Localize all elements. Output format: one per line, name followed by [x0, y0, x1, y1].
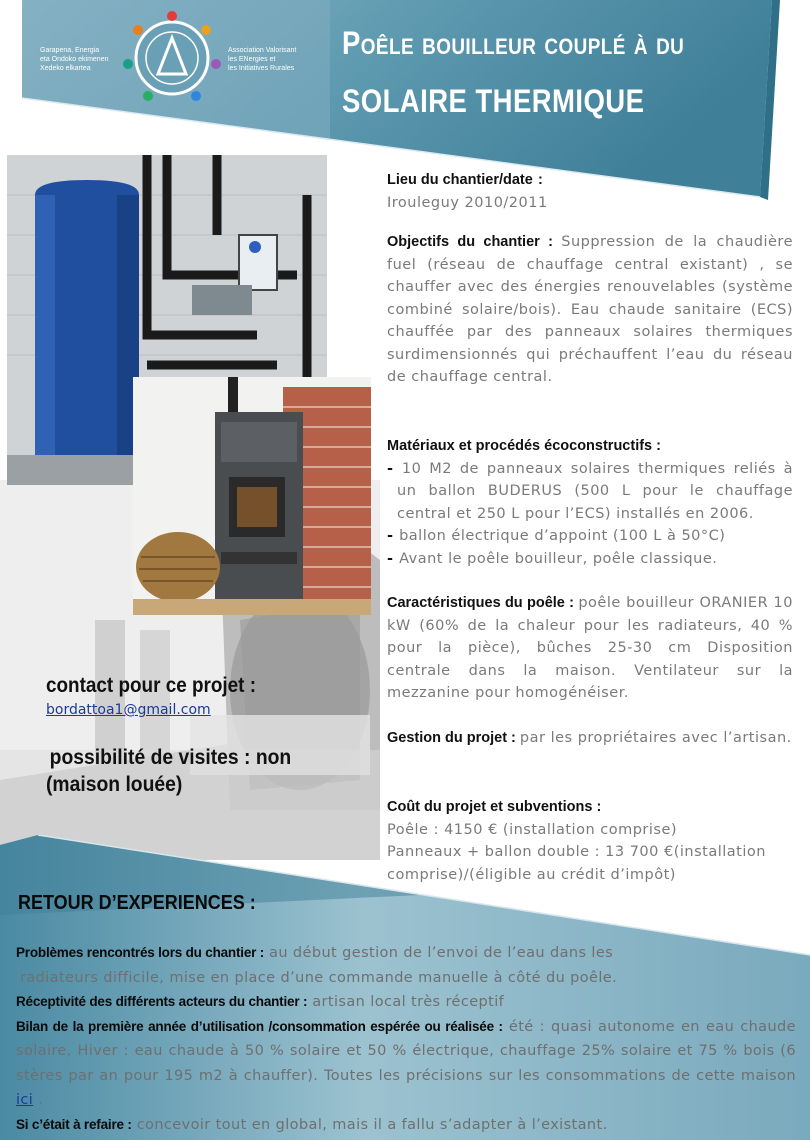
refaire-label: Si c’était à refaire :: [16, 1116, 132, 1132]
logo-ring-icon: [122, 8, 222, 103]
materiaux-list: [387, 458, 793, 571]
caracteristiques-colon: :: [564, 595, 579, 611]
visits-line-2: (maison louée): [46, 773, 183, 796]
caracteristiques-label: Caractéristiques du poêle: [387, 595, 565, 611]
materiaux-section: [387, 435, 793, 570]
logo-right-text: [228, 46, 296, 73]
gestion-colon: :: [507, 730, 520, 746]
page-title: [342, 14, 720, 130]
objectifs-label: Objectifs du chantier: [387, 234, 540, 250]
cout-label: Coût du projet et subventions :: [387, 799, 602, 815]
logo-right-line: les ENergies et: [228, 56, 276, 63]
gestion-section: [387, 727, 793, 750]
problemes-text-2: radiateurs difficile, mise en place d’une commande manuelle à côté du poêle.: [20, 969, 618, 986]
materiaux-colon: :: [652, 438, 661, 454]
lieu-section: [387, 169, 793, 214]
materiaux-item-text: 10 M2 de panneaux solaires thermiques reliés à un ballon BUDERUS (500 L pour le chauffage central et 250 L pour l’ECS) installés en 2006.: [397, 460, 793, 522]
materiaux-item-text: ballon électrique d’appoint (100 L à 50°C): [399, 528, 726, 544]
list-item: - Avant le poêle bouilleur, poêle classique.: [387, 550, 718, 567]
logo-right-line: les Initiatives Rurales: [228, 65, 295, 72]
objectifs-section: [387, 231, 793, 389]
list-item: - ballon électrique d’appoint (100 L à 50°C): [387, 528, 726, 544]
lieu-value: Irouleguy 2010/2011: [387, 194, 548, 211]
objectifs-colon: :: [539, 234, 562, 250]
bilan-row: Bilan de la première année d’utilisation /consommation espérée ou réalisée : été : quasi autonome en eau chaude solaire, Hiver : eau chaude à 50 % solaire et 50 % électrique, chauffage 25% solaire et 75 % bois (6 stères par an pour 195 m2 à chauffer). Toutes les précisions sur les consommations de cette maison ici .: [16, 1018, 796, 1108]
title-line-2: SOLAIRE THERMIQUE: [342, 83, 645, 119]
title-line-1: Poêle bouilleur couplé à du: [342, 25, 685, 61]
logo-left-line: Xedeko elkartea: [40, 65, 91, 72]
logo-right-line: Association Valorisant: [228, 47, 297, 54]
retour-title: RETOUR D’EXPERIENCES :: [18, 892, 256, 914]
lieu-colon: :: [537, 172, 543, 188]
receptivite-text: artisan local très réceptif: [312, 994, 505, 1010]
gestion-text: par les propriétaires avec l’artisan.: [519, 730, 792, 746]
materiaux-item-text: Avant le poêle bouilleur, poêle classique.: [399, 550, 718, 567]
problemes-text-1: au début gestion de l’envoi de l’eau dans les: [269, 945, 614, 961]
refaire-text: concevoir tout en global, mais il a fallu s’adapter à l’existant.: [136, 1116, 608, 1133]
problemes-row-2: [16, 966, 796, 991]
contact-email-link[interactable]: bordattoa1@gmail.com: [46, 702, 211, 718]
list-item: - 10 M2 de panneaux solaires thermiques reliés à un ballon BUDERUS (500 L pour le chauffage central et 250 L pour l’ECS) installés en 2006.: [387, 460, 793, 522]
logo-left-text: [40, 46, 109, 73]
caracteristiques-text: poêle bouilleur ORANIER 10 kW (60% de la chaleur pour les radiateurs, 40 % pour la pièce), bûches 25-30 cm Disposition centrale dans la maison. Ventilateur sur la mezzanine pour homogénéiser.: [387, 595, 794, 701]
contact-title: contact pour ce projet :: [46, 674, 257, 697]
problemes-label: Problèmes rencontrés lors du chantier :: [16, 945, 265, 960]
bilan-label: Bilan de la première année d’utilisation /consommation espérée ou réalisée :: [16, 1018, 503, 1034]
gestion-label: Gestion du projet: [387, 730, 508, 746]
logo: [40, 8, 320, 103]
objectifs-text: Suppression de la chaudière fuel (réseau de chauffage central existant) , se chauffer avec des énergies renouvelables (système combiné solaire/bois). Eau chaude sanitaire (ECS) chauffée par des panneaux solaires thermiques surdimensionnés qui préchauffent l’eau du réseau de chauffage central.: [387, 234, 793, 385]
logo-left-line: eta Ondoko ekimenen: [40, 56, 109, 63]
receptivite-label: Réceptivité des différents acteurs du chantier :: [16, 994, 308, 1009]
stove-photo: [133, 377, 371, 615]
cout-line-1: Poêle : 4150 € (installation comprise): [387, 821, 678, 838]
logo-left-line: Garapena, Energia: [40, 47, 100, 54]
retour-section: [16, 941, 796, 1137]
materiaux-label: Matériaux et procédés écoconstructifs: [387, 438, 653, 454]
receptivite-row: [16, 990, 796, 1015]
lieu-label: Lieu du chantier/date: [387, 172, 533, 188]
problemes-row: [16, 941, 796, 966]
visits-line-1: possibilité de visites : non: [49, 746, 292, 769]
caracteristiques-section: [387, 592, 793, 705]
cout-line-2: Panneaux + ballon double : 13 700 €(installation comprise)/(éligible au crédit d’impôt): [387, 844, 766, 883]
refaire-row: [16, 1113, 796, 1138]
bilan-link[interactable]: ici: [16, 1092, 34, 1108]
visits-info: [46, 744, 291, 798]
bilan-text: été : quasi autonome en eau chaude solaire, Hiver : eau chaude à 50 % solaire et 50 % électrique, chauffage 25% solaire et 75 % bois (6 stères par an pour 195 m2 à chauffer). Toutes les précisions sur les consommations de cette maison: [16, 1018, 796, 1084]
